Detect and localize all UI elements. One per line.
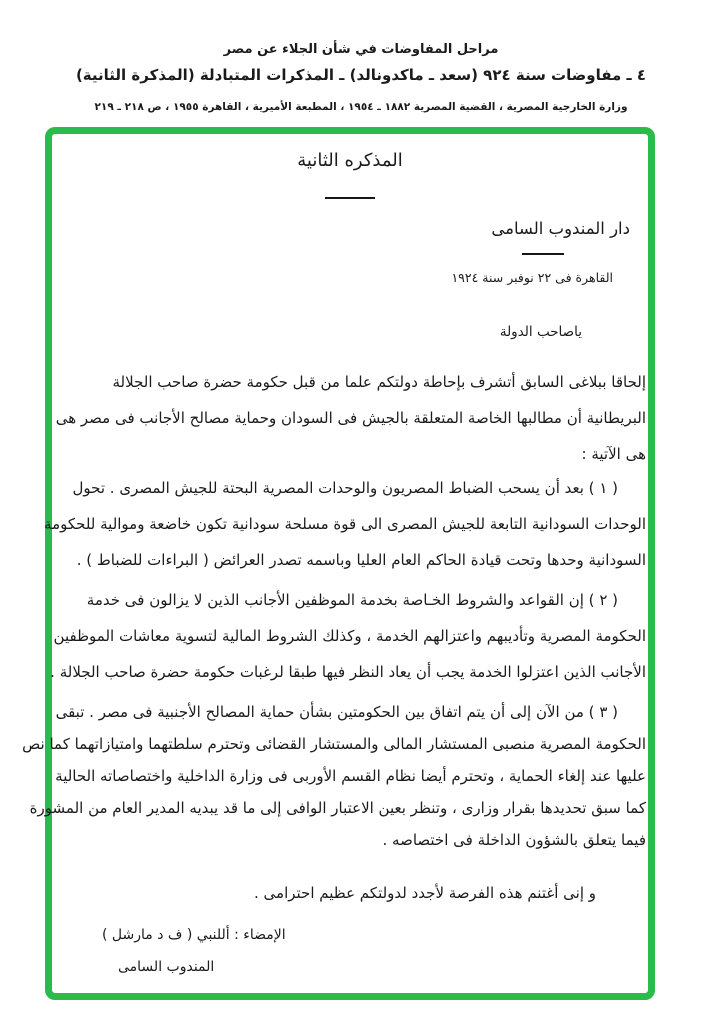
- text-line: ( ٣ ) من الآن إلى أن يتم اتفاق بين الحكومتين بشأن حماية المصالح الأجنبية فى مصر . تبقى: [55, 703, 618, 721]
- text-line: إلحاقا ببلاغى السابق أتشرف بإحاطة دولتكم علما من قبل حكومة حضرة صاحب الجلالة: [112, 373, 646, 391]
- source-subtitle-line: ٤ ـ مفاوضات سنة ٩٢٤ (سعد ـ ماكدونالد) ـ المذكرات المتبادلة (المذكرة الثانية): [75, 66, 647, 84]
- signature-title: المندوب السامى: [118, 959, 215, 975]
- closing-line: و إنى أغتنم هذه الفرصة لأجدد لدولتكم عظيم احترامى .: [254, 884, 596, 902]
- text-line: فيما يتعلق بالشؤون الداخلة فى اختصاصه .: [382, 831, 646, 849]
- intro-paragraph: [56, 364, 646, 472]
- dateline: القاهرة فى ٢٢ نوفبر سنة ١٩٢٤: [451, 270, 613, 285]
- source-title-line: مراحل المفاوضات في شأن الجلاء عن مصر: [223, 42, 499, 57]
- memo-title: المذكره الثانية: [297, 150, 403, 171]
- text-line: الحكومة المصرية منصبى المستشار المالى والمستشار القضائى وتحترم سلطتهما وامتيازاتهما كما نص: [22, 735, 646, 753]
- text-line: ( ١ ) بعد أن يسحب الضباط المصريون والوحدات المصرية البحتة للجيش المصرى . تحول: [72, 479, 618, 497]
- clause-1-paragraph: [44, 470, 646, 578]
- clause-3-paragraph: [22, 696, 646, 856]
- text-line: السودانية وحدها وتحت قيادة الحاكم العام العليا وباسمه تصدر العرائض ( البراءات للضباط ) .: [76, 551, 646, 569]
- salutation: ياصاحب الدولة: [499, 324, 582, 340]
- text-line: الأجانب الذين اعتزلوا الخدمة يجب أن يعاد النظر فيها طبقا لرغبات حكومة حضرة صاحب الجلالة .: [50, 663, 646, 681]
- text-line: كما سبق تحديدها بقرار وزارى ، وتنظر بعين الاعتبار الوافى إلى ما قد يبديه المدير العام من المشورة: [29, 799, 646, 817]
- memo-title-rule: [325, 197, 375, 199]
- signature-label: الإمضاء : أللنبي ( ف د مارشل ): [102, 927, 286, 943]
- source-citation-line: وزارة الخارجية المصرية ، القضية المصرية ١٨٨٢ ـ ١٩٥٤ ، المطبعة الأميرية ، القاهرة ١٩٥٥ ، ص ٢١٨ ـ ٢١٩: [94, 101, 628, 113]
- document-frame: [22, 127, 655, 1000]
- clause-2-paragraph: [50, 582, 646, 690]
- letterhead: دار المندوب السامى: [491, 219, 630, 238]
- text-line: الحكومة المصرية وتأديبهم واعتزالهم الخدمة ، وكذلك الشروط المالية لتسوية معاشات الموظفين: [53, 627, 646, 645]
- text-line: البريطانية أن مطالبها الخاصة المتعلقة بالجيش فى السودان وحماية مصالح الأجانب فى مصر هى: [55, 409, 646, 427]
- text-line: ( ٢ ) إن القواعد والشروط الخـاصة بخدمة الموظفين الأجانب الذين لا يزالون فى خدمة: [86, 591, 618, 609]
- text-line: عليها عند إلغاء الحماية ، وتحترم أيضا نظام القسم الأوربى فى وزارة الداخلية واختصاصاته الحالية: [55, 767, 646, 785]
- text-line: الوحدات السودانية التابعة للجيش المصرى الى قوة مسلحة سودانية تكون خاضعة وموالية للحكومة: [44, 515, 646, 533]
- letterhead-rule: [522, 253, 564, 255]
- text-line: هى الآتية :: [581, 445, 646, 463]
